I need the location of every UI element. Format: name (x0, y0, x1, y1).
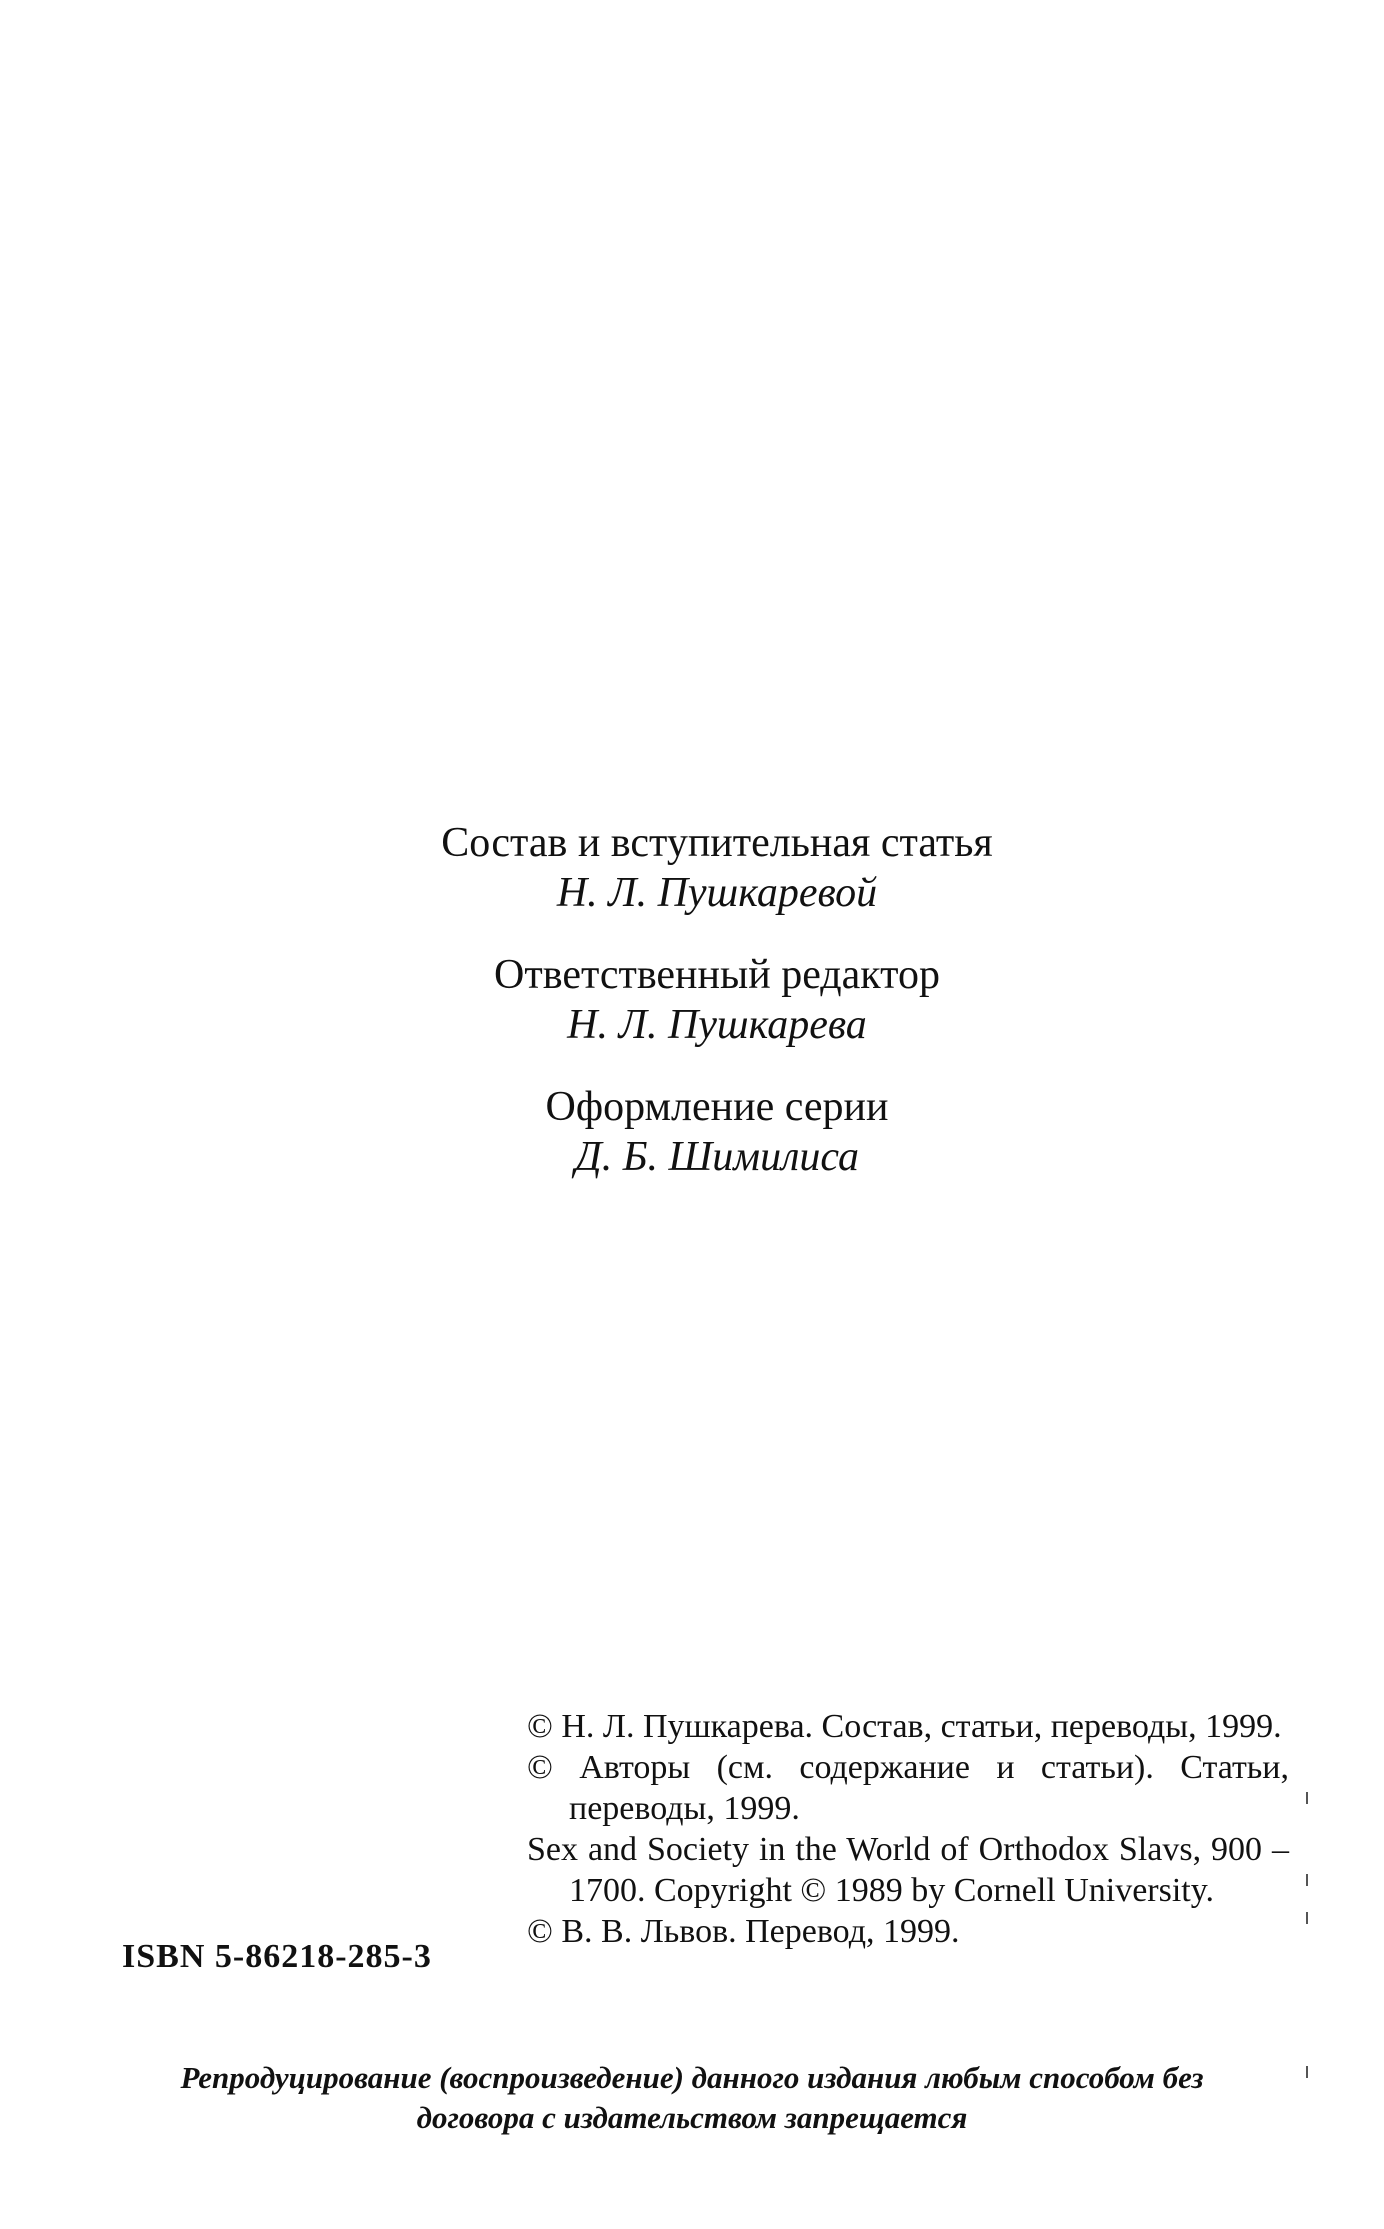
scan-margin-mark (1306, 1792, 1308, 1804)
credit-series-design (0, 1082, 1384, 1182)
credits-section (0, 818, 1384, 1214)
credit-role: Оформление серии (545, 1084, 889, 1130)
credit-role: Состав и вступительная статья (441, 820, 993, 866)
credit-compiler (0, 818, 1384, 918)
notice-line: договора с издательством запрещается (416, 2100, 968, 2135)
copyright-notices (527, 1706, 1289, 1952)
credit-name: Н. Л. Пушкарева (567, 1002, 867, 1048)
copyright-line: © Н. Л. Пушкарева. Состав, статьи, переводы, 1999. (527, 1708, 1282, 1745)
copyright-line: Sex and Society in the World of Orthodox Slavs, 900 – 1700. Copyright © 1989 by Cornell University. (527, 1831, 1289, 1909)
notice-line: Репродуцирование (воспроизведение) данного издания любым способом без (180, 2060, 1204, 2095)
copyright-line: © В. В. Львов. Перевод, 1999. (527, 1913, 960, 1950)
copyright-line: © Авторы (см. содержание и статьи). Статьи, переводы, 1999. (527, 1749, 1289, 1827)
credit-name: Н. Л. Пушкаревой (556, 870, 878, 916)
credit-name: Д. Б. Шимилиса (575, 1134, 859, 1180)
credit-role: Ответственный редактор (494, 952, 940, 998)
scan-margin-mark (1306, 1874, 1308, 1886)
scan-margin-mark (1306, 2066, 1308, 2078)
isbn-number: ISBN 5-86218-285-3 (122, 1938, 432, 1975)
credit-editor (0, 950, 1384, 1050)
scan-margin-mark (1306, 1912, 1308, 1924)
reproduction-notice (0, 2058, 1384, 2138)
